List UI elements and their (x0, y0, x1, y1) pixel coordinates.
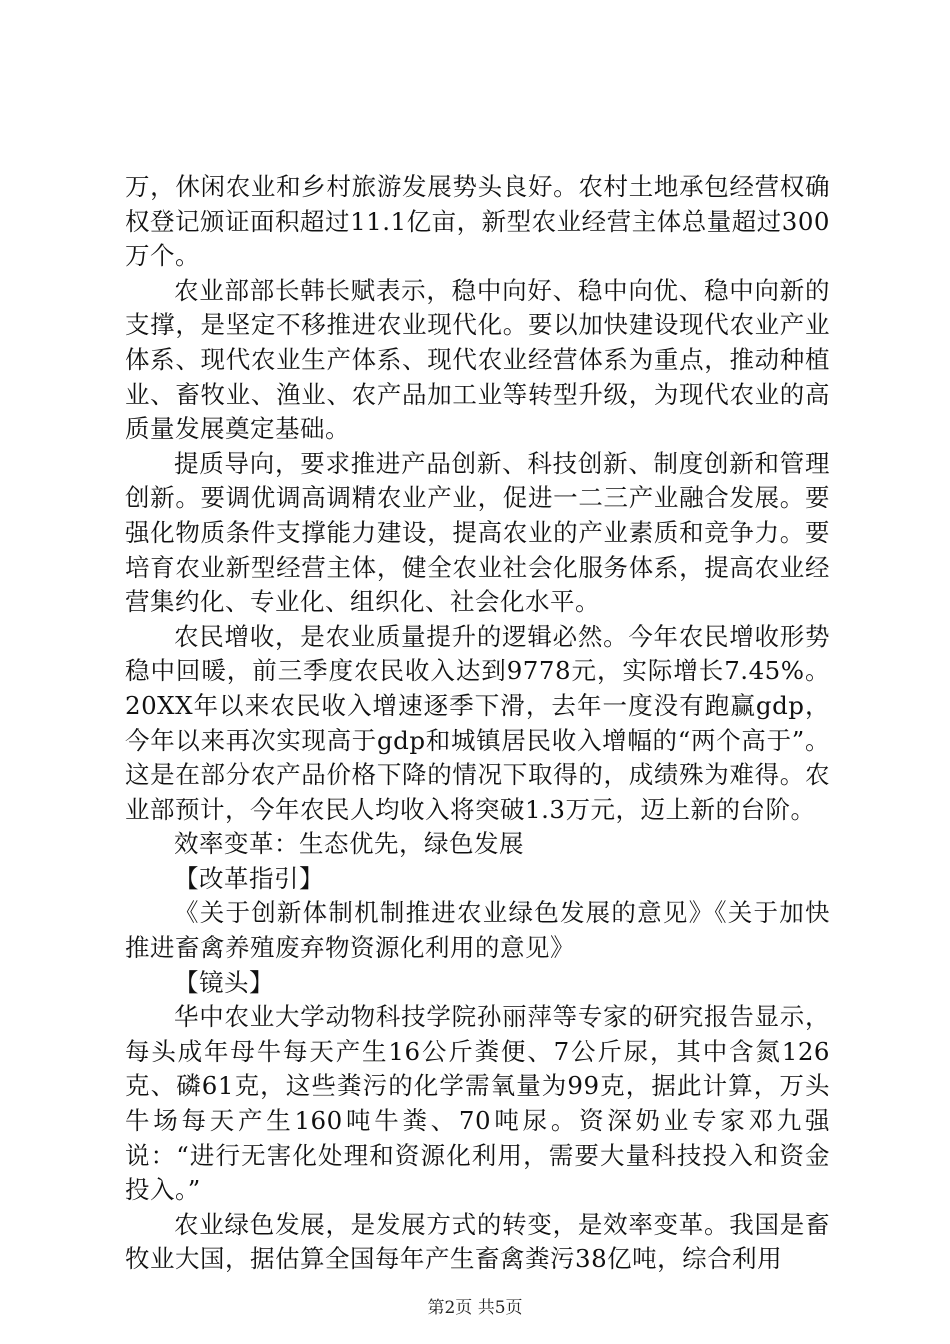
subheading-lens: 【镜头】 (174, 967, 274, 997)
document-body (125, 170, 830, 1277)
section-heading: 效率变革：生态优先，绿色发展 (174, 829, 524, 859)
page-number-footer: 第2页 共5页 (427, 1298, 523, 1318)
paragraph: 农业部部长韩长赋表示，稳中向好、稳中向优、稳中向新的支撑，是坚定不移推进农业现代化。要以加快建设现代农业产业体系、现代农业生产体系、现代农业经营体系为重点，推动种植业、畜牧业、渔业、农产品加工业等转型升级，为现代农业的高质量发展奠定基础。 (125, 275, 830, 444)
paragraph: 万，休闲农业和乡村旅游发展势头良好。农村土地承包经营权确权登记颁证面积超过11.1亿亩，新型农业经营主体总量超过300万个。 (125, 172, 830, 271)
paragraph: 《关于创新体制机制推进农业绿色发展的意见》《关于加快推进畜禽养殖废弃物资源化利用的意见》 (125, 898, 830, 963)
paragraph: 华中农业大学动物科技学院孙丽萍等专家的研究报告显示，每头成年母牛每天产生16公斤粪便、7公斤尿，其中含氮126克、磷61克，这些粪污的化学需氧量为99克，据此计算，万头牛场每天产生160吨牛粪、70吨尿。资深奶业专家邓九强说：“进行无害化处理和资源化利用，需要大量科技投入和资金投入。” (125, 1002, 830, 1205)
paragraph: 农民增收，是农业质量提升的逻辑必然。今年农民增收形势稳中回暖，前三季度农民收入达到9778元，实际增长7.45%。20XX年以来农民收入增速逐季下滑，去年一度没有跑赢gdp，今年以来再次实现高于gdp和城镇居民收入增幅的“两个高于”。这是在部分农产品价格下降的情况下取得的，成绩殊为难得。农业部预计，今年农民人均收入将突破1.3万元，迈上新的台阶。 (125, 621, 830, 824)
subheading-reform-guide: 【改革指引】 (174, 863, 324, 893)
paragraph: 农业绿色发展，是发展方式的转变，是效率变革。我国是畜牧业大国，据估算全国每年产生畜禽粪污38亿吨，综合利用 (125, 1209, 830, 1274)
paragraph: 提质导向，要求推进产品创新、科技创新、制度创新和管理创新。要调优调高调精农业产业，促进一二三产业融合发展。要强化物质条件支撑能力建设，提高农业的产业素质和竞争力。要培育农业新型经营主体，健全农业社会化服务体系，提高农业经营集约化、专业化、组织化、社会化水平。 (125, 448, 830, 617)
